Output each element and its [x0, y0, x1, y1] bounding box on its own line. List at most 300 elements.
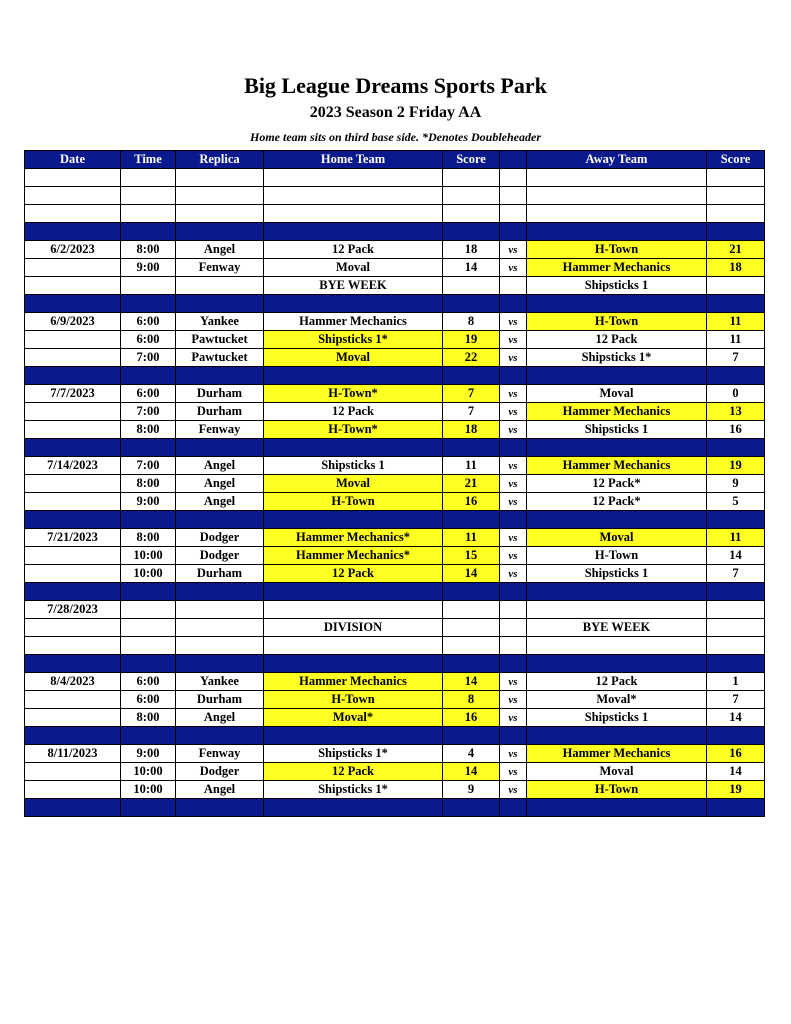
replica-cell: Yankee: [176, 313, 264, 331]
away-team-cell: [527, 799, 707, 817]
header-replica: Replica: [176, 151, 264, 169]
home-score-cell: 11: [443, 529, 500, 547]
away-team-cell: Shipsticks 1: [527, 565, 707, 583]
away-score-cell: [707, 223, 765, 241]
time-cell: 8:00: [121, 529, 176, 547]
away-score-cell: 19: [707, 781, 765, 799]
vs-label: vs: [500, 763, 527, 781]
away-team-cell: Shipsticks 1: [527, 709, 707, 727]
vs-label: vs: [500, 385, 527, 403]
header-home-team: Home Team: [264, 151, 443, 169]
away-score-cell: [707, 511, 765, 529]
date-cell: [25, 763, 121, 781]
away-team-cell: [527, 169, 707, 187]
vs-label: [500, 799, 527, 817]
home-score-cell: [443, 169, 500, 187]
separator-row: [25, 223, 765, 241]
game-row: [25, 745, 765, 763]
time-cell: [121, 277, 176, 295]
game-row: [25, 547, 765, 565]
time-cell: 10:00: [121, 547, 176, 565]
home-team-cell: Hammer Mechanics*: [264, 529, 443, 547]
home-score-cell: 8: [443, 691, 500, 709]
home-score-cell: 14: [443, 565, 500, 583]
away-score-cell: [707, 655, 765, 673]
replica-cell: [176, 169, 264, 187]
home-score-cell: [443, 205, 500, 223]
replica-cell: Angel: [176, 457, 264, 475]
home-team-cell: H-Town*: [264, 385, 443, 403]
time-cell: 6:00: [121, 691, 176, 709]
home-team-cell: Shipsticks 1: [264, 457, 443, 475]
blank-row: [25, 169, 765, 187]
date-cell: 7/14/2023: [25, 457, 121, 475]
date-cell: [25, 277, 121, 295]
home-team-cell: 12 Pack: [264, 763, 443, 781]
away-score-cell: 1: [707, 673, 765, 691]
away-score-cell: 19: [707, 457, 765, 475]
header-row: [25, 151, 765, 169]
game-row: [25, 385, 765, 403]
away-team-cell: [527, 601, 707, 619]
home-score-cell: [443, 583, 500, 601]
replica-cell: [176, 637, 264, 655]
date-cell: 8/4/2023: [25, 673, 121, 691]
home-score-cell: [443, 223, 500, 241]
home-score-cell: 16: [443, 709, 500, 727]
time-cell: 9:00: [121, 259, 176, 277]
replica-cell: Dodger: [176, 547, 264, 565]
home-team-cell: [264, 655, 443, 673]
home-team-cell: BYE WEEK: [264, 277, 443, 295]
away-team-cell: Moval*: [527, 691, 707, 709]
away-score-cell: 11: [707, 313, 765, 331]
time-cell: 9:00: [121, 493, 176, 511]
home-score-cell: [443, 637, 500, 655]
home-score-cell: 9: [443, 781, 500, 799]
blank-row: [25, 187, 765, 205]
replica-cell: Angel: [176, 241, 264, 259]
home-team-cell: [264, 601, 443, 619]
home-team-cell: [264, 187, 443, 205]
home-score-cell: 18: [443, 421, 500, 439]
time-cell: 7:00: [121, 457, 176, 475]
home-score-cell: [443, 367, 500, 385]
date-cell: [25, 349, 121, 367]
away-team-cell: Hammer Mechanics: [527, 457, 707, 475]
away-score-cell: 16: [707, 745, 765, 763]
away-score-cell: [707, 295, 765, 313]
away-score-cell: 5: [707, 493, 765, 511]
time-cell: 8:00: [121, 421, 176, 439]
away-score-cell: [707, 637, 765, 655]
date-cell: [25, 799, 121, 817]
away-score-cell: [707, 169, 765, 187]
home-score-cell: [443, 619, 500, 637]
header-date: Date: [25, 151, 121, 169]
time-cell: [121, 619, 176, 637]
home-team-cell: Hammer Mechanics: [264, 673, 443, 691]
replica-cell: Durham: [176, 403, 264, 421]
vs-label: [500, 727, 527, 745]
away-team-cell: [527, 727, 707, 745]
home-score-cell: [443, 799, 500, 817]
home-score-cell: [443, 727, 500, 745]
replica-cell: Dodger: [176, 763, 264, 781]
game-row: [25, 709, 765, 727]
time-cell: [121, 187, 176, 205]
away-team-cell: H-Town: [527, 547, 707, 565]
time-cell: [121, 169, 176, 187]
vs-label: [500, 367, 527, 385]
away-team-cell: 12 Pack*: [527, 475, 707, 493]
page-title: Big League Dreams Sports Park: [244, 73, 547, 98]
home-score-cell: 4: [443, 745, 500, 763]
replica-cell: Angel: [176, 781, 264, 799]
home-team-cell: DIVISION: [264, 619, 443, 637]
away-team-cell: H-Town: [527, 241, 707, 259]
vs-label: [500, 205, 527, 223]
time-cell: [121, 205, 176, 223]
page-subtitle: 2023 Season 2 Friday AA: [309, 104, 482, 121]
date-cell: [25, 421, 121, 439]
home-score-cell: 22: [443, 349, 500, 367]
date-cell: [25, 475, 121, 493]
date-cell: [25, 547, 121, 565]
home-team-cell: [264, 799, 443, 817]
home-team-cell: Moval: [264, 349, 443, 367]
replica-cell: Yankee: [176, 673, 264, 691]
away-team-cell: [527, 583, 707, 601]
vs-label: vs: [500, 709, 527, 727]
home-team-cell: 12 Pack: [264, 241, 443, 259]
away-team-cell: H-Town: [527, 313, 707, 331]
home-team-cell: [264, 367, 443, 385]
replica-cell: [176, 205, 264, 223]
away-team-cell: [527, 205, 707, 223]
time-cell: [121, 367, 176, 385]
game-row: [25, 259, 765, 277]
game-row: [25, 457, 765, 475]
vs-label: vs: [500, 259, 527, 277]
separator-row: [25, 655, 765, 673]
blank-row: [25, 205, 765, 223]
game-row: [25, 331, 765, 349]
separator-row: [25, 511, 765, 529]
vs-label: [500, 637, 527, 655]
home-team-cell: [264, 727, 443, 745]
date-cell: [25, 655, 121, 673]
vs-label: vs: [500, 475, 527, 493]
away-team-cell: Shipsticks 1*: [527, 349, 707, 367]
away-score-cell: [707, 727, 765, 745]
replica-cell: [176, 223, 264, 241]
vs-label: [500, 439, 527, 457]
away-score-cell: [707, 799, 765, 817]
replica-cell: [176, 601, 264, 619]
vs-label: vs: [500, 493, 527, 511]
home-team-cell: H-Town: [264, 691, 443, 709]
away-score-cell: 0: [707, 385, 765, 403]
header-away-score: Score: [707, 151, 765, 169]
home-team-cell: 12 Pack: [264, 403, 443, 421]
vs-label: [500, 295, 527, 313]
away-score-cell: [707, 601, 765, 619]
game-row: [25, 277, 765, 295]
date-cell: [25, 691, 121, 709]
home-team-cell: Moval: [264, 475, 443, 493]
away-score-cell: 14: [707, 763, 765, 781]
separator-row: [25, 583, 765, 601]
away-score-cell: 21: [707, 241, 765, 259]
away-team-cell: [527, 655, 707, 673]
time-cell: 8:00: [121, 709, 176, 727]
time-cell: [121, 799, 176, 817]
away-team-cell: BYE WEEK: [527, 619, 707, 637]
vs-label: vs: [500, 403, 527, 421]
away-score-cell: [707, 367, 765, 385]
time-cell: 6:00: [121, 673, 176, 691]
away-score-cell: 14: [707, 547, 765, 565]
replica-cell: [176, 277, 264, 295]
home-score-cell: 14: [443, 259, 500, 277]
game-row: [25, 763, 765, 781]
away-team-cell: Moval: [527, 763, 707, 781]
home-score-cell: 18: [443, 241, 500, 259]
time-cell: 8:00: [121, 241, 176, 259]
home-score-cell: [443, 295, 500, 313]
time-cell: [121, 727, 176, 745]
home-team-cell: Shipsticks 1*: [264, 331, 443, 349]
game-row: [25, 601, 765, 619]
away-score-cell: [707, 277, 765, 295]
home-score-cell: [443, 187, 500, 205]
vs-label: [500, 601, 527, 619]
away-score-cell: 18: [707, 259, 765, 277]
header-vs: [500, 151, 527, 169]
vs-label: [500, 619, 527, 637]
away-team-cell: [527, 295, 707, 313]
date-cell: [25, 403, 121, 421]
game-row: [25, 529, 765, 547]
date-cell: [25, 259, 121, 277]
replica-cell: [176, 727, 264, 745]
time-cell: 6:00: [121, 331, 176, 349]
vs-label: vs: [500, 529, 527, 547]
game-row: [25, 691, 765, 709]
home-team-cell: H-Town*: [264, 421, 443, 439]
replica-cell: Pawtucket: [176, 331, 264, 349]
time-cell: 10:00: [121, 781, 176, 799]
vs-label: [500, 169, 527, 187]
away-team-cell: [527, 367, 707, 385]
vs-label: vs: [500, 745, 527, 763]
date-cell: [25, 619, 121, 637]
away-score-cell: [707, 187, 765, 205]
time-cell: [121, 601, 176, 619]
separator-row: [25, 799, 765, 817]
home-score-cell: 21: [443, 475, 500, 493]
date-cell: 7/28/2023: [25, 601, 121, 619]
away-team-cell: Moval: [527, 385, 707, 403]
home-team-cell: [264, 169, 443, 187]
time-cell: [121, 223, 176, 241]
away-score-cell: 13: [707, 403, 765, 421]
away-team-cell: [527, 439, 707, 457]
vs-label: [500, 655, 527, 673]
date-cell: 7/21/2023: [25, 529, 121, 547]
blank-row: [25, 637, 765, 655]
date-cell: [25, 295, 121, 313]
away-team-cell: 12 Pack: [527, 331, 707, 349]
home-score-cell: 19: [443, 331, 500, 349]
game-row: [25, 241, 765, 259]
header-away-team: Away Team: [527, 151, 707, 169]
separator-row: [25, 727, 765, 745]
vs-label: vs: [500, 313, 527, 331]
date-cell: 8/11/2023: [25, 745, 121, 763]
home-team-cell: [264, 295, 443, 313]
replica-cell: Fenway: [176, 421, 264, 439]
replica-cell: [176, 619, 264, 637]
away-team-cell: Hammer Mechanics: [527, 745, 707, 763]
home-score-cell: 16: [443, 493, 500, 511]
date-cell: [25, 565, 121, 583]
date-cell: [25, 781, 121, 799]
vs-label: vs: [500, 673, 527, 691]
away-score-cell: [707, 583, 765, 601]
date-cell: [25, 169, 121, 187]
away-score-cell: 7: [707, 565, 765, 583]
away-score-cell: [707, 205, 765, 223]
home-score-cell: [443, 277, 500, 295]
home-team-cell: [264, 637, 443, 655]
home-score-cell: 11: [443, 457, 500, 475]
vs-label: vs: [500, 691, 527, 709]
away-score-cell: [707, 619, 765, 637]
home-team-cell: 12 Pack: [264, 565, 443, 583]
game-row: [25, 493, 765, 511]
game-row: [25, 781, 765, 799]
home-score-cell: [443, 601, 500, 619]
time-cell: 7:00: [121, 349, 176, 367]
replica-cell: Angel: [176, 475, 264, 493]
away-score-cell: [707, 439, 765, 457]
away-team-cell: 12 Pack*: [527, 493, 707, 511]
separator-row: [25, 295, 765, 313]
away-team-cell: [527, 637, 707, 655]
home-score-cell: [443, 511, 500, 529]
date-cell: [25, 187, 121, 205]
replica-cell: Angel: [176, 493, 264, 511]
time-cell: [121, 583, 176, 601]
away-team-cell: Hammer Mechanics: [527, 403, 707, 421]
home-team-cell: [264, 205, 443, 223]
replica-cell: [176, 799, 264, 817]
game-row: [25, 673, 765, 691]
home-score-cell: 8: [443, 313, 500, 331]
away-team-cell: 12 Pack: [527, 673, 707, 691]
vs-label: vs: [500, 349, 527, 367]
home-team-cell: Hammer Mechanics: [264, 313, 443, 331]
away-score-cell: 9: [707, 475, 765, 493]
vs-label: vs: [500, 241, 527, 259]
away-score-cell: 11: [707, 529, 765, 547]
date-cell: 7/7/2023: [25, 385, 121, 403]
date-cell: [25, 223, 121, 241]
away-team-cell: H-Town: [527, 781, 707, 799]
replica-cell: [176, 439, 264, 457]
away-team-cell: [527, 511, 707, 529]
game-row: [25, 619, 765, 637]
date-cell: 6/2/2023: [25, 241, 121, 259]
time-cell: 6:00: [121, 385, 176, 403]
vs-label: [500, 583, 527, 601]
vs-label: vs: [500, 565, 527, 583]
home-team-cell: Hammer Mechanics*: [264, 547, 443, 565]
home-team-cell: Moval*: [264, 709, 443, 727]
replica-cell: Durham: [176, 565, 264, 583]
vs-label: [500, 511, 527, 529]
vs-label: vs: [500, 547, 527, 565]
date-cell: [25, 493, 121, 511]
replica-cell: Durham: [176, 385, 264, 403]
header-time: Time: [121, 151, 176, 169]
replica-cell: Durham: [176, 691, 264, 709]
date-cell: [25, 205, 121, 223]
home-score-cell: 14: [443, 763, 500, 781]
date-cell: 6/9/2023: [25, 313, 121, 331]
home-team-cell: Moval: [264, 259, 443, 277]
time-cell: 9:00: [121, 745, 176, 763]
vs-label: [500, 277, 527, 295]
replica-cell: [176, 655, 264, 673]
vs-label: [500, 187, 527, 205]
vs-label: vs: [500, 331, 527, 349]
game-row: [25, 403, 765, 421]
home-score-cell: 7: [443, 403, 500, 421]
away-team-cell: [527, 223, 707, 241]
away-team-cell: [527, 187, 707, 205]
away-score-cell: 16: [707, 421, 765, 439]
time-cell: 8:00: [121, 475, 176, 493]
home-score-cell: 15: [443, 547, 500, 565]
time-cell: [121, 655, 176, 673]
time-cell: 10:00: [121, 763, 176, 781]
time-cell: 10:00: [121, 565, 176, 583]
separator-row: [25, 439, 765, 457]
home-team-cell: [264, 223, 443, 241]
replica-cell: [176, 583, 264, 601]
away-score-cell: 7: [707, 349, 765, 367]
home-score-cell: [443, 655, 500, 673]
vs-label: [500, 223, 527, 241]
date-cell: [25, 637, 121, 655]
home-team-cell: Shipsticks 1*: [264, 781, 443, 799]
replica-cell: [176, 511, 264, 529]
home-team-cell: [264, 439, 443, 457]
date-cell: [25, 331, 121, 349]
vs-label: vs: [500, 421, 527, 439]
replica-cell: [176, 295, 264, 313]
game-row: [25, 565, 765, 583]
time-cell: [121, 511, 176, 529]
home-score-cell: 14: [443, 673, 500, 691]
replica-cell: [176, 367, 264, 385]
home-score-cell: [443, 439, 500, 457]
away-team-cell: Shipsticks 1: [527, 421, 707, 439]
page-note: Home team sits on third base side. *Denotes Doubleheader: [250, 130, 541, 144]
